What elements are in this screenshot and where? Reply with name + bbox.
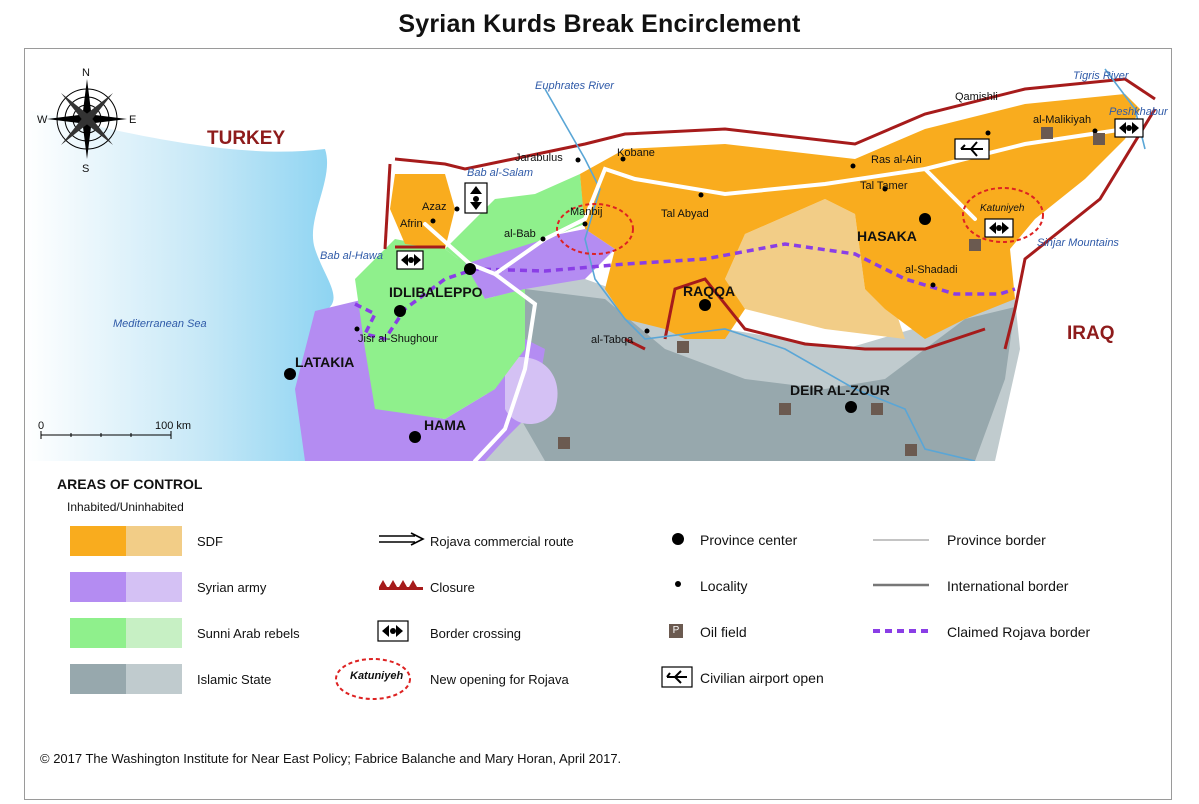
legend-province-center-icon [671, 532, 685, 546]
legend-opening-label: New opening for Rojava [430, 672, 569, 687]
legend-claimed-border-line [873, 628, 929, 634]
label-tal-tamer: Tal Tamer [860, 180, 908, 192]
swatch-is-inhabited [70, 664, 126, 694]
label-idlib: IDLIB [389, 284, 426, 300]
compass-n: N [82, 67, 90, 79]
compass-w: W [37, 114, 48, 126]
label-kobane: Kobane [617, 147, 655, 159]
credit-line: © 2017 The Washington Institute for Near East Policy; Fabrice Balanche and Mary Horan, April 2017. [40, 751, 622, 766]
label-qamishli: Qamishli [955, 91, 998, 103]
legend-route-icon [377, 532, 427, 546]
label-afrin: Afrin [400, 218, 423, 230]
legend-sdf: SDF [197, 534, 223, 549]
label-jarabulus: Jarabulus [515, 152, 563, 164]
swatch-army-inhabited [70, 572, 126, 602]
scale-zero: 0 [38, 420, 45, 432]
label-raqqa: RAQQA [683, 283, 736, 299]
river-euphrates: Euphrates River [535, 80, 614, 92]
legend-locality-label: Locality [700, 578, 748, 594]
legend-rebels: Sunni Arab rebels [197, 626, 300, 641]
legend-locality-icon [674, 580, 682, 588]
swatch-army-uninhabited [126, 572, 182, 602]
label-hasaka: HASAKA [857, 228, 917, 244]
label-deir-al-zour: DEIR AL-ZOUR [790, 382, 890, 398]
compass-e: E [129, 114, 137, 126]
legend-crossing-icon [377, 620, 411, 642]
label-jisr-al-shughour: Jisr al-Shughour [358, 333, 439, 345]
label-sinjar-mountains: Sinjar Mountains [1037, 237, 1119, 249]
legend-closure-label: Closure [430, 580, 475, 595]
legend-crossing-label: Border crossing [430, 626, 522, 641]
label-hama: HAMA [424, 417, 466, 433]
legend-panel [25, 462, 1170, 792]
legend-islamic-state: Islamic State [197, 672, 272, 687]
legend-province-border-label: Province border [947, 532, 1046, 548]
compass-s: S [82, 163, 90, 175]
label-bab-al-salam: Bab al-Salam [467, 167, 534, 179]
river-tigris: Tigris River [1073, 70, 1129, 82]
label-ras-al-ain: Ras al-Ain [871, 154, 922, 166]
label-manbij: Manbij [570, 206, 603, 218]
legend-oil-icon: P [669, 624, 683, 638]
legend-subtitle: Inhabited/Uninhabited [67, 500, 184, 514]
swatch-sdf-uninhabited [126, 526, 182, 556]
label-al-shadadi: al-Shadadi [905, 264, 958, 276]
label-katuniyeh: Katuniyeh [980, 203, 1025, 214]
label-peshkhabur: Peshkhabur [1109, 106, 1168, 118]
legend-title: AREAS OF CONTROL [57, 476, 203, 492]
swatch-is-uninhabited [126, 664, 182, 694]
legend-syrian-army: Syrian army [197, 580, 267, 595]
country-iraq: IRAQ [1067, 323, 1115, 344]
label-al-malikiyah: al-Malikiyah [1033, 114, 1092, 126]
country-turkey: TURKEY [207, 128, 286, 149]
label-latakia: LATAKIA [295, 354, 355, 370]
map-title: Syrian Kurds Break Encirclement [398, 10, 801, 38]
legend-route-label: Rojava commercial route [430, 534, 574, 549]
legend-province-border-line [873, 538, 929, 542]
legend-claimed-border-label: Claimed Rojava border [947, 624, 1091, 640]
legend-oil-label: Oil field [700, 624, 747, 640]
swatch-sdf-inhabited [70, 526, 126, 556]
map-panel [25, 49, 1171, 461]
legend-international-border-line [873, 583, 929, 587]
label-azaz: Azaz [422, 201, 447, 213]
legend-closure-icon [377, 578, 427, 592]
legend-opening-sample: Katuniyeh [350, 670, 404, 682]
mediterranean-sea [25, 109, 334, 461]
label-al-tabqa: al-Tabqa [591, 334, 634, 346]
legend-international-border-label: International border [947, 578, 1069, 594]
legend-province-center-label: Province center [700, 532, 798, 548]
sea-label: Mediterranean Sea [113, 318, 207, 330]
label-bab-al-hawa: Bab al-Hawa [320, 250, 383, 262]
legend-airport-icon [661, 666, 695, 688]
label-al-bab: al-Bab [504, 228, 536, 240]
legend-airport-label: Civilian airport open [700, 670, 824, 686]
scale-distance: 100 km [155, 420, 192, 432]
swatch-rebels-uninhabited [126, 618, 182, 648]
label-aleppo: ALEPPO [425, 284, 483, 300]
airport-icon [955, 139, 989, 159]
swatch-rebels-inhabited [70, 618, 126, 648]
label-tal-abyad: Tal Abyad [661, 208, 709, 220]
